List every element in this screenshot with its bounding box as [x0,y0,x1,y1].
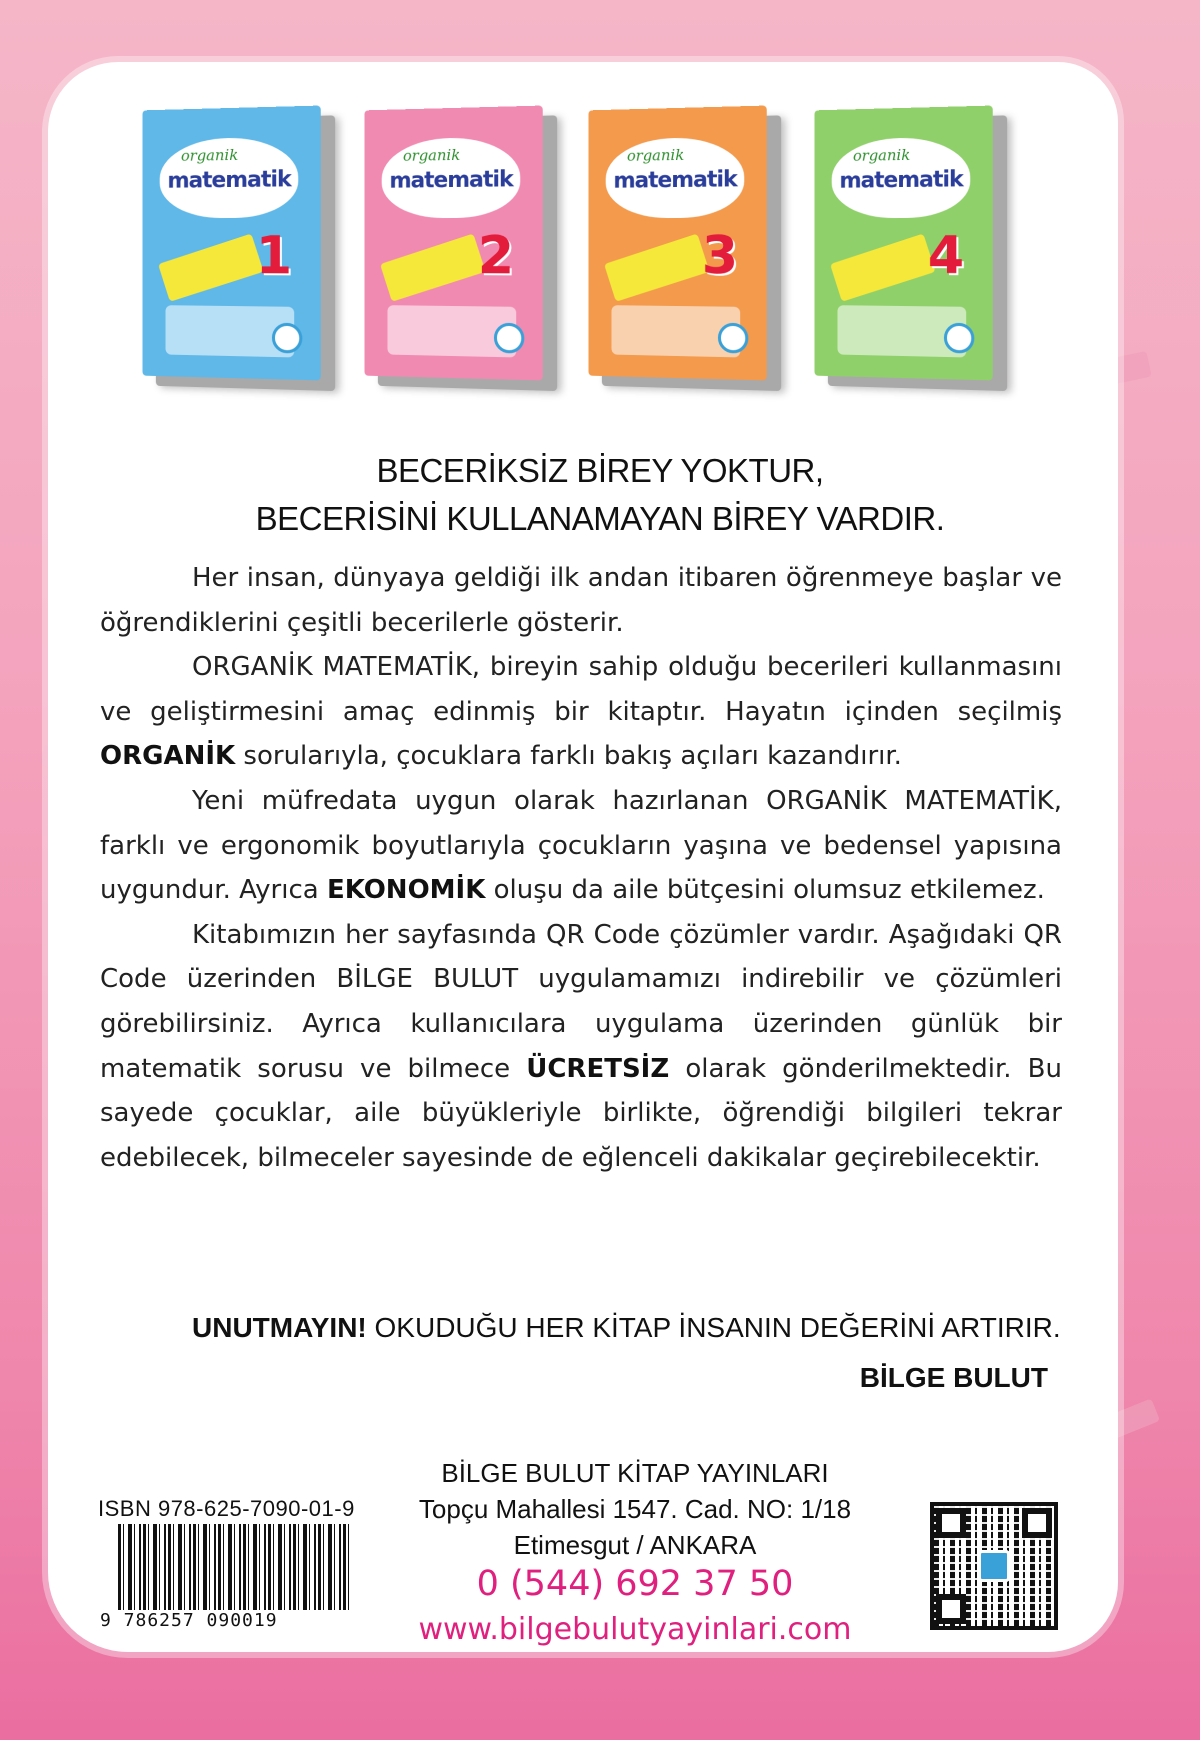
signature: BİLGE BULUT [859,1362,1048,1393]
closing-line: UNUTMAYIN! OKUDUĞU HER KİTAP İNSANIN DEĞERİNİ ARTIRIR. [192,1312,1061,1343]
publisher-address-1: Topçu Mahallesi 1547. Cad. NO: 1/18 [418,1494,852,1524]
badge-icon [494,323,524,354]
paragraph-1: Her insan, dünyaya geldiği ilk andan itibaren öğrenmeye başlar ve öğrendiklerini çeşitli becerilerle gösterir. [100,563,1062,638]
barcode [118,1524,350,1624]
book-banner [830,233,936,301]
book-grade: 3 [701,225,739,287]
qr-finder-icon [936,1594,966,1624]
book-banner [158,233,264,301]
book-title: matematik [613,167,737,194]
body-text [100,556,1062,1180]
isbn-label: ISBN 978-625-7090-01-9 [98,1496,355,1521]
book-title: matematik [389,167,513,194]
book-brand: organik [180,145,239,165]
book-cover-3 [588,106,766,381]
qr-code-icon[interactable] [930,1502,1058,1630]
qr-finder-icon [936,1508,966,1538]
publisher-website[interactable]: www.bilgebulutyayinlari.com [418,1612,852,1647]
book-brand: organik [626,145,685,165]
badge-icon [944,323,974,354]
badge-icon [718,323,748,354]
book-brand: organik [852,145,911,165]
book-grade: 1 [255,225,293,287]
paragraph-4: Kitabımızın her sayfasında QR Code çözümler vardır. Aşağıdaki QR Code üzerinden BİLGE BULUT uygulamamızı indirebilir ve çözümleri görebilirsiniz. Ayrıca kullanıcılara uygulama üzerinden günlük bir matematik sorusu ve bilmece ÜCRETSİZ olarak gönderilmektedir. Bu sayede çocuklar, aile büyükleriyle birlikte, öğrendiği bilgileri tekrar edebilecek, bilmeceler sayesinde de eğlenceli dakikalar geçirebilecektir. [100,919,1062,1173]
publisher-phone: 0 (544) 692 37 50 [476,1564,794,1604]
paragraph-2: ORGANİK MATEMATİK, bireyin sahip olduğu becerileri kullanmasını ve geliştirmesini amaç edinmiş bir kitaptır. Hayatın içinden seçilmiş ORGANİK sorularıyla, çocuklara farklı bakış açıları kazandırır. [100,652,1062,772]
book-title: matematik [167,167,291,194]
book-banner [380,233,486,301]
app-logo-icon [978,1550,1010,1582]
book-cover-1 [142,106,320,381]
publisher-address-2: Etimesgut / ANKARA [513,1530,757,1560]
barcode-digits: 9 786257 090019 [100,1610,360,1631]
paragraph-3: Yeni müfredata uygun olarak hazırlanan ORGANİK MATEMATİK, farklı ve ergonomik boyutlarıyla çocukların yaşına ve bedensel yapısına uygundur. Ayrıca EKONOMİK oluşu da aile bütçesini olumsuz etkilemez. [100,785,1062,906]
book-cover-4 [814,106,992,381]
book-cover-2 [364,106,542,381]
heading-line-2: BECERİSİNİ KULLANAMAYAN BİREY VARDIR. [255,500,945,537]
badge-icon [272,323,302,354]
book-banner [604,233,710,301]
publisher-name: BİLGE BULUT KİTAP YAYINLARI [441,1458,829,1488]
book-series [140,108,1020,398]
book-grade: 4 [927,225,965,287]
heading-line-1: BECERİKSİZ BİREY YOKTUR, [376,452,824,489]
book-title: matematik [839,167,963,194]
book-brand: organik [402,145,461,165]
qr-finder-icon [1022,1508,1052,1538]
book-grade: 2 [477,225,515,287]
